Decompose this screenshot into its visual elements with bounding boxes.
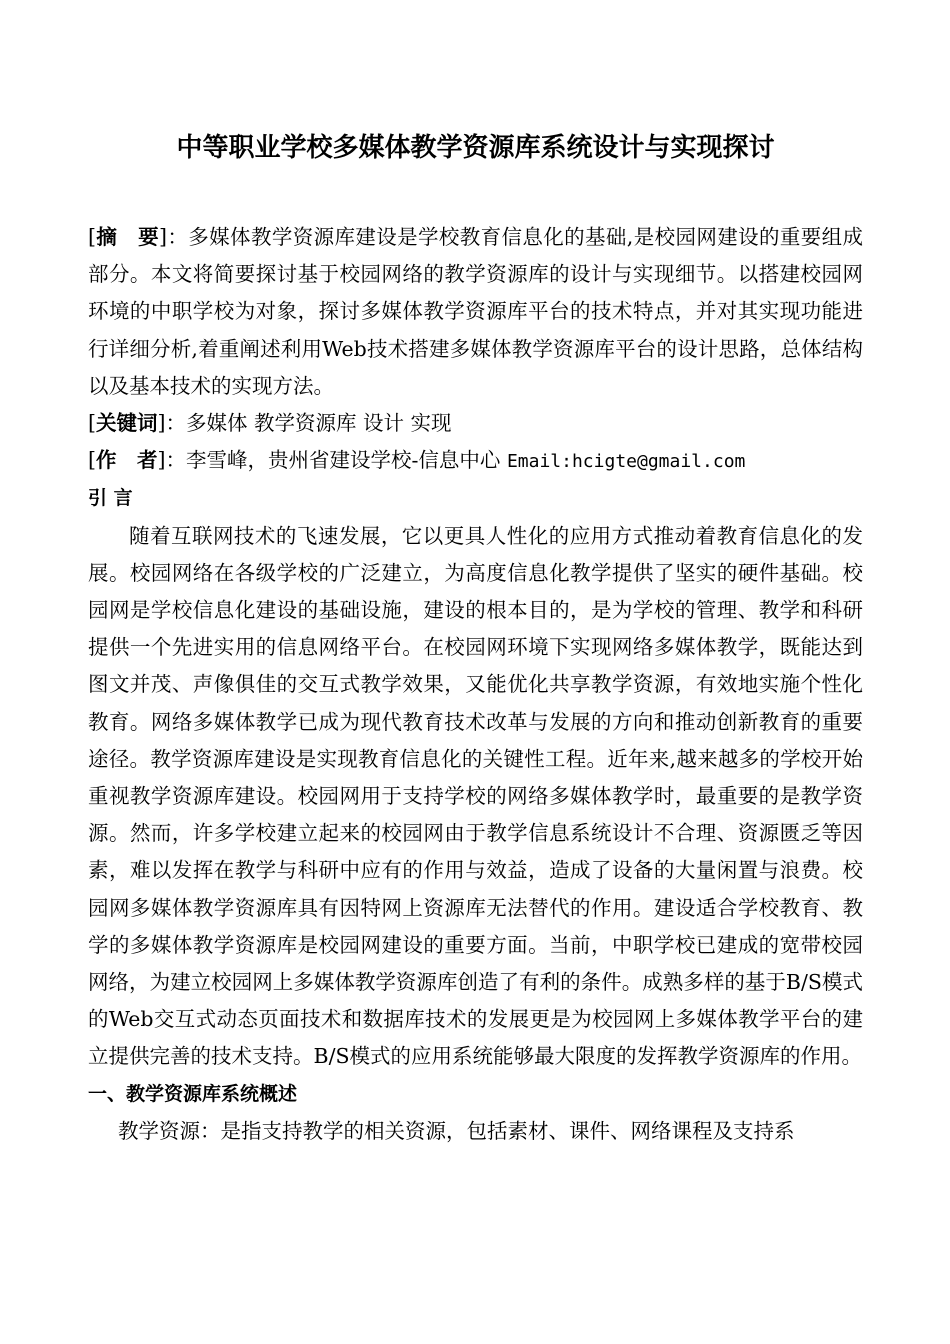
author-label-open: [ bbox=[88, 448, 96, 473]
keywords-label-close: ]： bbox=[157, 411, 186, 436]
keywords-label-open: [ bbox=[88, 411, 96, 436]
abstract-label-close: ]： bbox=[159, 225, 189, 249]
author-line bbox=[88, 442, 863, 480]
section-1-paragraph: 教学资源：是指支持教学的相关资源，包括素材、课件、网络课程及支持系 bbox=[118, 1118, 795, 1143]
intro-paragraph: 随着互联网技术的飞速发展，它以更具人性化的应用方式推动着教育信息化的发展。校园网络在各级学校的广泛建立，为高度信息化教学提供了坚实的硬件基础。校园网是学校信息化建设的基础设施，建设的根本目的，是为学校的管理、教学和科研提供一个先进实用的信息网络平台。在校园网环境下实现网络多媒体教学，既能达到图文并茂、声像俱佳的交互式教学效果，又能优化共享教学资源，有效地实施个性化教育。网络多媒体教学已成为现代教育技术改革与发展的方向和推动创新教育的重要途径。教学资源库建设是实现教育信息化的关键性工程。近年来,越来越多的学校开始重视教学资源库建设。校园网用于支持学校的网络多媒体教学时，最重要的是教学资源。然而，许多学校建立起来的校园网由于教学信息系统设计不合理、资源匮乏等因素，难以发挥在教学与科研中应有的作用与效益，造成了设备的大量闲置与浪费。校园网多媒体教学资源库具有因特网上资源库无法替代的作用。建设适合学校教育、教学的多媒体教学资源库是校园网建设的重要方面。当前，中职学校已建成的宽带校园网络，为建立校园网上多媒体教学资源库创造了有利的条件。成熟多样的基于B/S模式的Web交互式动态页面技术和数据库技术的发展更是为校园网上多媒体教学平台的建立提供完善的技术支持。B/S模式的应用系统能够最大限度的发挥教学资源库的作用。 bbox=[88, 523, 863, 1069]
keywords-line bbox=[88, 405, 863, 442]
intro-heading: 引 言 bbox=[88, 487, 133, 510]
keywords-label: 关键词 bbox=[96, 411, 158, 436]
paper-body bbox=[88, 219, 863, 1150]
section-1-heading: 一、教学资源库系统概述 bbox=[88, 1082, 298, 1105]
abstract-label: 摘 要 bbox=[96, 225, 160, 249]
abstract-label-open: [ bbox=[88, 225, 96, 249]
abstract-text: 多媒体教学资源库建设是学校教育信息化的基础,是校园网建设的重要组成部分。本文将简要探讨基于校园网络的教学资源库的设计与实现细节。以搭建校园网环境的中职学校为对象，探讨多媒体教学资源库平台的技术特点，并对其实现功能进行详细分析,着重阐述利用Web技术搭建多媒体教学资源库平台的设计思路，总体结构以及基本技术的实现方法。 bbox=[88, 225, 864, 398]
author-label-close: ]： bbox=[157, 448, 186, 473]
paper-title: 中等职业学校多媒体教学资源库系统设计与实现探讨 bbox=[176, 133, 775, 163]
author-email: Email:hcigte@gmail.com bbox=[506, 451, 746, 473]
abstract-paragraph bbox=[88, 219, 863, 405]
keywords-text: 多媒体 教学资源库 设计 实现 bbox=[186, 411, 452, 436]
author-label: 作 者 bbox=[96, 448, 158, 473]
author-text: 李雪峰，贵州省建设学校-信息中心 bbox=[186, 448, 507, 473]
